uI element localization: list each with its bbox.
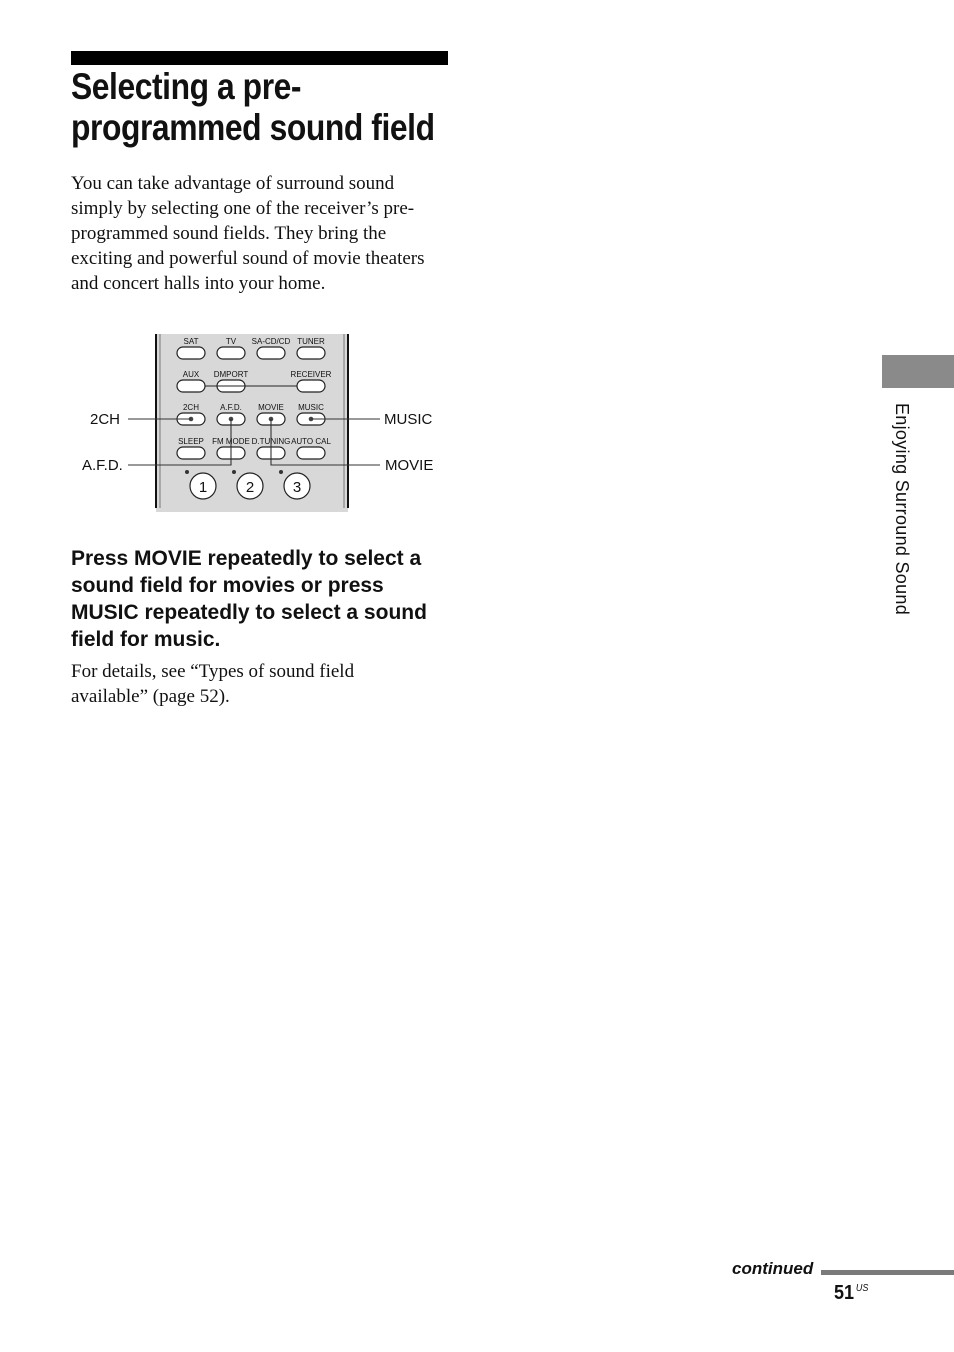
label-dmport: DMPORT <box>213 370 249 379</box>
tuner-button[interactable] <box>297 347 325 359</box>
step-heading <box>71 545 461 653</box>
remote-control-illustration <box>70 330 450 512</box>
remote-control-figure <box>70 330 450 512</box>
label-movie: MOVIE <box>258 403 284 412</box>
intro-paragraph <box>71 171 451 296</box>
section-tab <box>882 355 954 388</box>
label-2ch: 2CH <box>182 403 200 412</box>
number-3-label: 3 <box>292 479 302 496</box>
intro-line: You can take advantage of surround sound <box>71 173 395 194</box>
intro-line: and concert halls into your home. <box>71 273 326 294</box>
receiver-button[interactable] <box>297 380 325 392</box>
label-sleep: SLEEP <box>178 437 204 446</box>
details-line: For details, see “Types of sound field <box>71 661 355 682</box>
tv-button[interactable] <box>217 347 245 359</box>
auto-cal-button[interactable] <box>297 447 325 459</box>
heading-rule <box>71 51 448 65</box>
title-line-2: programmed sound field <box>71 107 435 148</box>
label-sacd: SA-CD/CD <box>251 337 291 346</box>
label-afd: A.F.D. <box>220 403 242 412</box>
step-line: MUSIC repeatedly to select a sound <box>71 601 427 624</box>
intro-line: programmed sound fields. They bring the <box>71 223 387 244</box>
sacd-button[interactable] <box>257 347 285 359</box>
callout-music: MUSIC <box>384 411 433 428</box>
step-line: sound field for movies or press <box>71 574 384 597</box>
label-aux: AUX <box>182 370 200 379</box>
number-2-label: 2 <box>245 479 255 496</box>
intro-line: simply by selecting one of the receiver’s pre- <box>71 198 415 219</box>
callout-movie: MOVIE <box>385 457 434 474</box>
callout-afd: A.F.D. <box>82 457 123 474</box>
page-number-suffix: US <box>855 1283 869 1295</box>
label-d-tuning: D.TUNING <box>251 437 291 446</box>
page-number <box>834 1282 868 1305</box>
aux-button[interactable] <box>177 380 205 392</box>
number-dot <box>232 470 236 474</box>
step-line: Press MOVIE repeatedly to select a <box>71 547 422 570</box>
page-title <box>71 66 435 148</box>
label-tuner: TUNER <box>297 337 325 346</box>
title-line-1: Selecting a pre- <box>71 66 302 107</box>
details-paragraph <box>71 659 451 709</box>
label-music: MUSIC <box>298 403 324 412</box>
label-receiver: RECEIVER <box>290 370 332 379</box>
section-label: Enjoying Surround Sound <box>892 403 912 616</box>
number-dot <box>185 470 189 474</box>
continued-label: continued <box>732 1259 814 1278</box>
sleep-button[interactable] <box>177 447 205 459</box>
label-tv: TV <box>225 337 237 346</box>
label-fm-mode: FM MODE <box>212 437 250 446</box>
sat-button[interactable] <box>177 347 205 359</box>
continued-bar <box>821 1270 954 1275</box>
callout-2ch: 2CH <box>90 411 121 428</box>
step-line: field for music. <box>71 628 221 651</box>
details-line: available” (page 52). <box>71 686 230 707</box>
label-sat: SAT <box>183 337 199 346</box>
label-auto-cal: AUTO CAL <box>291 437 331 446</box>
number-dot <box>279 470 283 474</box>
page-number-value: 51 <box>834 1282 855 1304</box>
number-1-label: 1 <box>198 479 208 496</box>
intro-line: exciting and powerful sound of movie theaters <box>71 248 425 269</box>
